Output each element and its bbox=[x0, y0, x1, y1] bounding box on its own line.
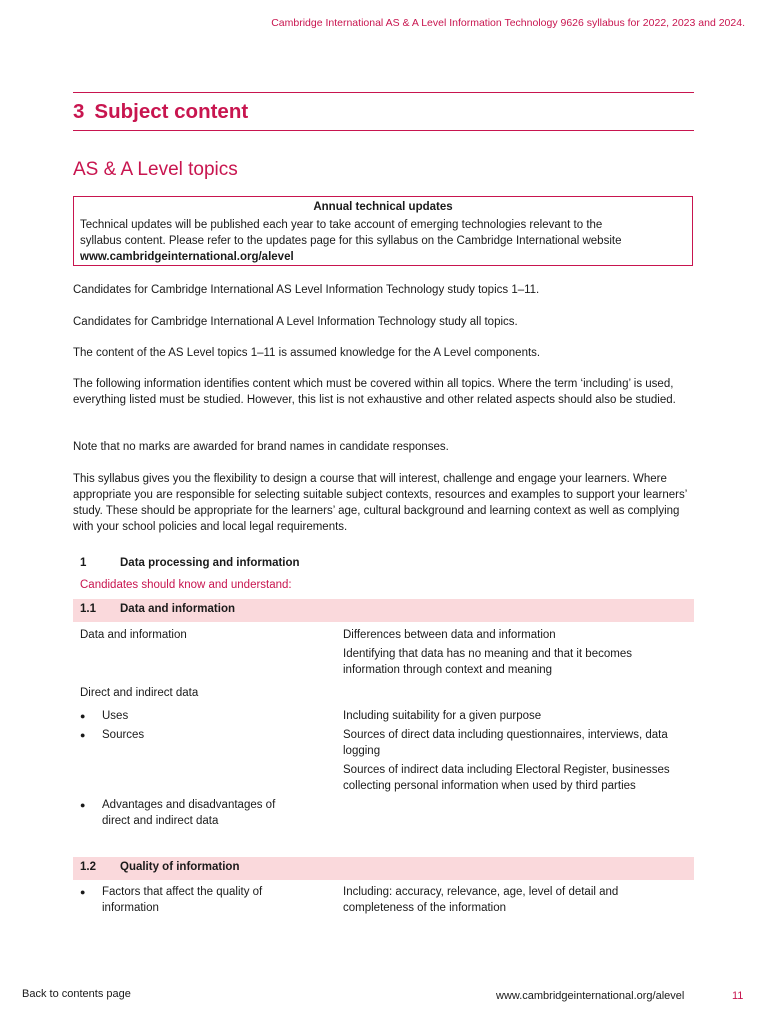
bullet-icon: ● bbox=[80, 730, 86, 740]
box-title: Annual technical updates bbox=[313, 201, 453, 213]
box-text-line-1: Technical updates will be published each year to take account of emerging technologies relevant to the bbox=[80, 219, 603, 231]
section-number: 3 bbox=[73, 100, 85, 123]
row-right-uses: Including suitability for a given purpose bbox=[343, 710, 542, 722]
row-right-no-meaning: Identifying that data has no meaning and that it becomes information through context and meaning bbox=[343, 648, 632, 676]
row-left-direct-indirect: Direct and indirect data bbox=[80, 687, 199, 699]
topic-title: Data processing and information bbox=[120, 557, 300, 569]
bullet-factors: Factors that affect the quality of information bbox=[102, 886, 263, 914]
subtopic-number: 1.1 bbox=[80, 603, 96, 615]
paragraph-as-level: Candidates for Cambridge International AS Level Information Technology study topics 1–11. bbox=[73, 284, 540, 296]
row-right-direct-sources: Sources of direct data including questionnaires, interviews, data logging bbox=[343, 729, 668, 757]
bullet-sources: Sources bbox=[102, 729, 145, 741]
alevel-link[interactable]: www.cambridgeinternational.org/alevel bbox=[80, 251, 294, 263]
paragraph-flexibility: This syllabus gives you the flexibility to design a course that will interest, challenge and engage your learners. Where appropriate you are responsible for selecting suitable subject contexts, resources and examples to support your learners’ study. These should be appropriate for the learners’ age, cultural background and learning context as well as complying with your school policies and local legal requirements. bbox=[73, 473, 687, 533]
footer-url-link[interactable]: www.cambridgeinternational.org/alevel bbox=[496, 990, 685, 1002]
subtopic-band-1-1 bbox=[73, 599, 694, 622]
section-title: Subject content bbox=[94, 100, 249, 123]
bullet-icon: ● bbox=[80, 887, 86, 897]
paragraph-a-level: Candidates for Cambridge International A Level Information Technology study all topics. bbox=[73, 316, 518, 328]
row-right-indirect-sources: Sources of indirect data including Electoral Register, businesses collecting personal information when used by third parties bbox=[343, 764, 670, 792]
page-title bbox=[73, 100, 248, 124]
paragraph-brand-names: Note that no marks are awarded for brand names in candidate responses. bbox=[73, 441, 449, 453]
bullet-advantages: Advantages and disadvantages of direct and indirect data bbox=[102, 799, 276, 827]
subtopic-title: Quality of information bbox=[120, 861, 240, 873]
subtopic-number: 1.2 bbox=[80, 861, 96, 873]
box-text-line-2: syllabus content. Please refer to the updates page for this syllabus on the Cambridge International website bbox=[80, 235, 622, 247]
technical-updates-box bbox=[73, 196, 693, 266]
paragraph-content-coverage: The following information identifies content which must be covered within all topics. Where the term ‘including’ is used, everything listed must be studied. However, this list is not exhaustive and other related aspects should also be studied. bbox=[73, 378, 676, 406]
page-number: 11 bbox=[732, 990, 744, 1002]
bullet-uses: Uses bbox=[102, 710, 129, 722]
paragraph-assumed-knowledge: The content of the AS Level topics 1–11 is assumed knowledge for the A Level components. bbox=[73, 347, 541, 359]
topics-heading: AS & A Level topics bbox=[73, 159, 238, 180]
row-left-data-information: Data and information bbox=[80, 629, 187, 641]
back-to-contents-link[interactable]: Back to contents page bbox=[22, 988, 131, 1000]
row-right-factors: Including: accuracy, relevance, age, level of detail and completeness of the information bbox=[343, 886, 619, 914]
row-right-differences: Differences between data and information bbox=[343, 629, 556, 641]
topic-intro: Candidates should know and understand: bbox=[80, 579, 292, 591]
subtopic-band-1-2 bbox=[73, 857, 694, 880]
bullet-icon: ● bbox=[80, 711, 86, 721]
rule-top bbox=[73, 92, 694, 93]
running-header: Cambridge International AS & A Level Information Technology 9626 syllabus for 2022, 2023 and 2024. bbox=[271, 17, 745, 29]
topic-number: 1 bbox=[80, 557, 87, 569]
bullet-icon: ● bbox=[80, 800, 86, 810]
rule-bottom bbox=[73, 130, 694, 131]
subtopic-title: Data and information bbox=[120, 603, 236, 615]
